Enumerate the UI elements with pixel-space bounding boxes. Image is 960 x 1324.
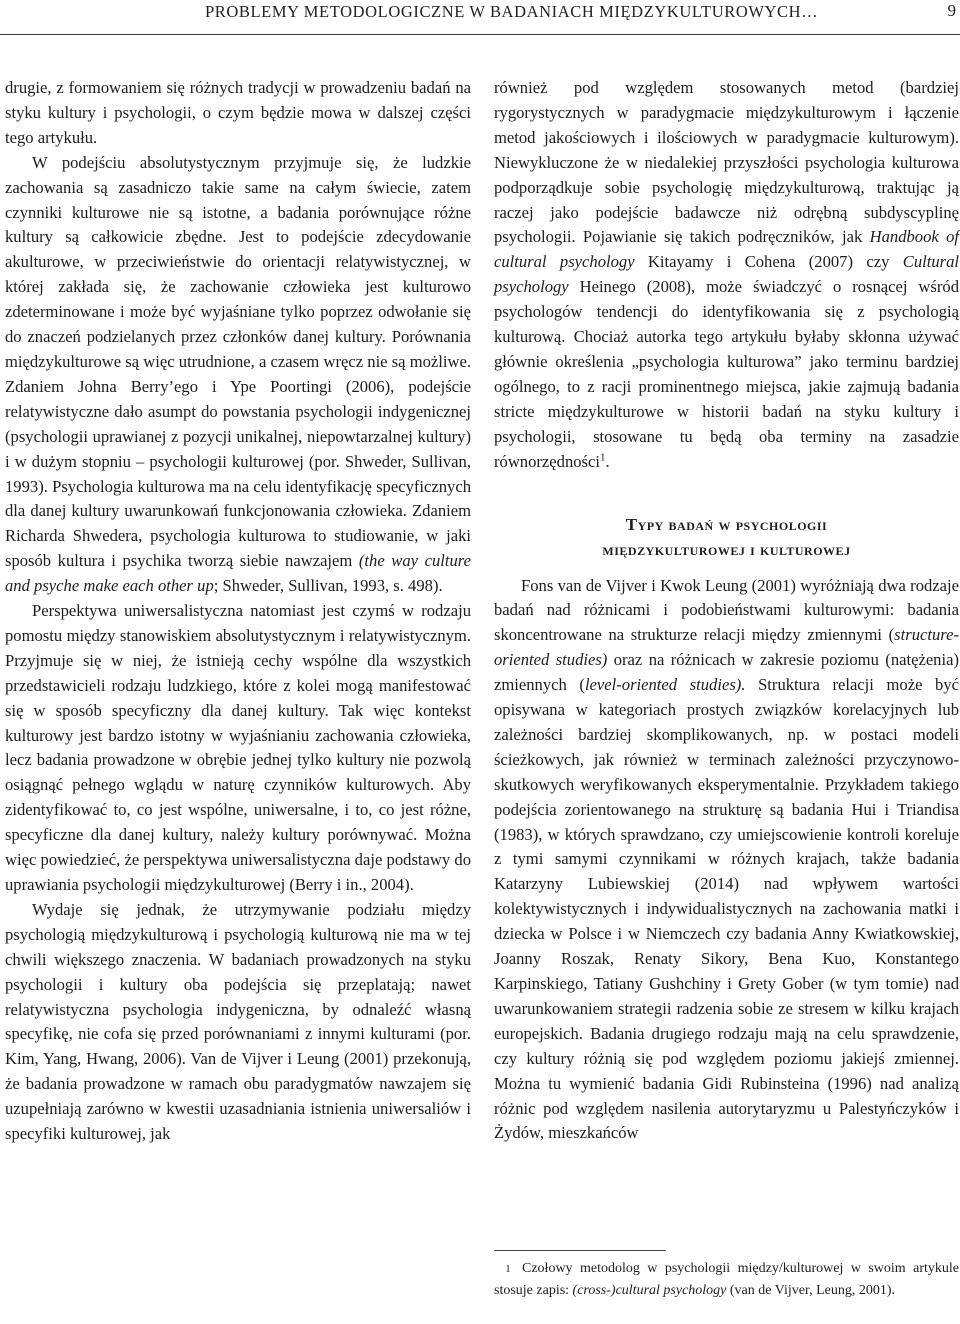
italic-text: (the way culture and psyche make each other up [5, 551, 471, 596]
footnote-number: 1 [505, 1263, 511, 1275]
page-header [0, 0, 960, 40]
paragraph: drugie, z formowaniem się różnych tradycji w prowadzeniu badań na styku kultury i psychologii, o czym będzie mowa w dalszej części tego artykułu. [5, 78, 471, 147]
paragraph: Wydaje się jednak, że utrzymywanie podziału między psychologią międzykulturową i psychologią kulturową nie ma w tej chwili większego znaczenia. W badaniach prowadzonych na styku psychologii i kultury oba podejścia się przeplatają; nawet relatywistyczna psychologia indygeniczna, by odnaleźć własną specyfikę, nie cofa się przed porównaniami z innymi kulturami (por. Kim, Yang, Hwang, 2006). Van de Vijver i Leung (2001) przekonują, że badania prowadzone w ramach obu paradygmatów nawzajem się uzupełniają zarówno w kwestii uzasadniania istnienia uniwersaliów i specyfiki kulturowej, jak [5, 899, 471, 1144]
right-column [494, 76, 959, 1146]
footnote: 1 Czołowy metodolog w psychologii między/kulturowej w swoim artykule stosuje zapis: (cross-)cultural psychology (van de Vijver, Leung, 2001). [494, 1258, 959, 1302]
italic-text: Cultural psychology [494, 252, 959, 297]
italic-text: structure-oriented studies) [494, 625, 959, 670]
paragraph: również pod względem stosowanych metod (bardziej rygorystycznych w paradygmacie międzykulturowym i łączenie metod jakościowych i ilościowych w paradygmacie kulturowym). Niewykluczone że w niedalekiej przyszłości psychologia kulturowa podporządkuje sobie psychologię międzykulturową, traktując ją raczej jako podejście badawcze niż odrębną subdyscyplinę psychologii. Pojawianie się takich podręczników, jak Handbook of cultural psychology Kitayamy i Cohena (2007) czy Cultural psychology Heinego (2008), może świadczyć o rosnącej wśród psychologów tendencji do identyfikowania się z psychologią kulturową. Chociaż autorka tego artykułu byłaby skłonna używać głównie określenia „psychologia kulturowa” jako terminu bardziej ogólnego, to z racji prominentnego miejsca, jakie zajmują badania stricte międzykulturowe w historii badań na styku kultury i psychologii, stosowane tu będą oba terminy na zasadzie równorzędności$^1$. [494, 78, 959, 471]
footnote-ref: 1 [599, 451, 606, 464]
page-number: 9 [947, 1, 956, 20]
paragraph: W podejściu absolutystycznym przyjmuje się, że ludzkie zachowania są zasadniczo takie same na całym świecie, zatem czynniki kulturowe nie są istotne, a badania porównujące różne kultury są całkowicie zbędne. Jest to podejście zdecydowanie akulturowe, w przeciwieństwie do orientacji relatywistycznej, w której zakłada się, że zachowanie człowieka jest kulturowo zdeterminowane i może być wyjaśniane tylko poprzez odwołanie się do znaczeń podzielanych przez członków danej kultury. Porównania międzykulturowe są więc utrudnione, a czasem wręcz nie są możliwe. Zdaniem Johna Berry’ego i Ype Poortingi (2006), podejście relatywistyczne dało asumpt do powstania psychologii indygenicznej (psychologii uprawianej z pozycji unikalnej, niepowtarzalnej kultury) i w dużym stopniu – psychologii kulturowej (por. Shweder, Sullivan, 1993). Psychologia kulturowa ma na celu identyfikację specyficznych dla danej kultury uwarunkowań funkcjonowania człowieka. Zdaniem Richarda Shwedera, psychologia kulturowa to studiowanie, w jaki sposób kultura i psychika tworzą siebie nawzajem (the way culture and psyche make each other up; Shweder, Sullivan, 1993, s. 498). [5, 152, 471, 596]
italic-text: level-oriented studies). [584, 675, 746, 695]
header-rule [0, 34, 960, 35]
paragraph: Perspektywa uniwersalistyczna natomiast jest czymś w rodzaju pomostu między stanowiskiem absolutystycznym i relatywistycznym. Przyjmuje się w niej, że istnieją cechy wspólne dla wszystkich przedstawicieli rodzaju ludzkiego, które z kolei mogą manifestować się w sposób specyficzny dla danej kultury. Tak więc kontekst kulturowy jest bardzo istotny w wyjaśnianiu zachowania człowieka, lecz badania prowadzone w obrębie jednej tylko kultury nie pozwolą osiągnąć pełnego wglądu w naturę czynników kulturowych. Aby zidentyfikować to, co jest wspólne, uniwersalne, i to, co jest różne, specyficzne dla danej kultury, należy kultury porównywać. Można więc powiedzieć, że perspektywa uniwersalistyczna daje podstawy do uprawiania psychologii międzykulturowej (Berry i in., 2004). [5, 601, 471, 894]
left-column [5, 76, 471, 1147]
section-heading: Typy badań w psychologii międzykulturowej i kulturowej [602, 514, 851, 559]
running-title: PROBLEMY METODOLOGICZNE W BADANIACH MIĘDZYKULTUROWYCH… [205, 2, 819, 21]
italic-text: Handbook of cultural psychology [494, 227, 959, 272]
paragraph: Fons van de Vijver i Kwok Leung (2001) wyróżniają dwa rodzaje badań nad różnicami i podobieństwami kulturowymi: badania skoncentrowane na strukturze relacji między zmiennymi (structure-oriented studies) oraz na różnicach w zakresie poziomu (natężenia) zmiennych (level-oriented studies). Struktura relacji może być opisywana w kategoriach prostych związków korelacyjnych lub zależności bardziej skomplikowanych, np. w postaci modeli ścieżkowych, jak również w terminach zależności przyczynowo-skutkowych weryfikowanych eksperymentalnie. Przykładem takiego podejścia zorientowanego na strukturę są badania Hui i Triandisa (1983), w których sprawdzano, czy umiejscowienie kontroli koreluje z tymi samymi czynnikami w różnych krajach, także badania Katarzyny Lubiewskiej (2014) nad wpływem wartości kolektywistycznych i indywidualistycznych na zachowania matki i dziecka w Polsce i w Niemczech czy badania Anny Kwiatkowskiej, Joanny Roszak, Renaty Sikory, Bena Kuo, Konstantego Karpinskiego, Tatiany Gushchiny i Grety Gober (w tym tomie) nad uwarunkowaniem strategii radzenia sobie ze stresem w kilku krajach europejskich. Badania drugiego rodzaju mają na celu sprawdzenie, czy kultury różnią się pod względem poziomu jakiejś zmiennej. Można tu wymienić badania Gidi Rubinsteina (1996) nad analizą różnic pod względem nasilenia autorytaryzmu u Palestyńczyków i Żydów, mieszkańców [494, 575, 959, 1143]
italic-text: (cross-)cultural psychology [572, 1283, 727, 1298]
footnote-rule [494, 1250, 666, 1251]
